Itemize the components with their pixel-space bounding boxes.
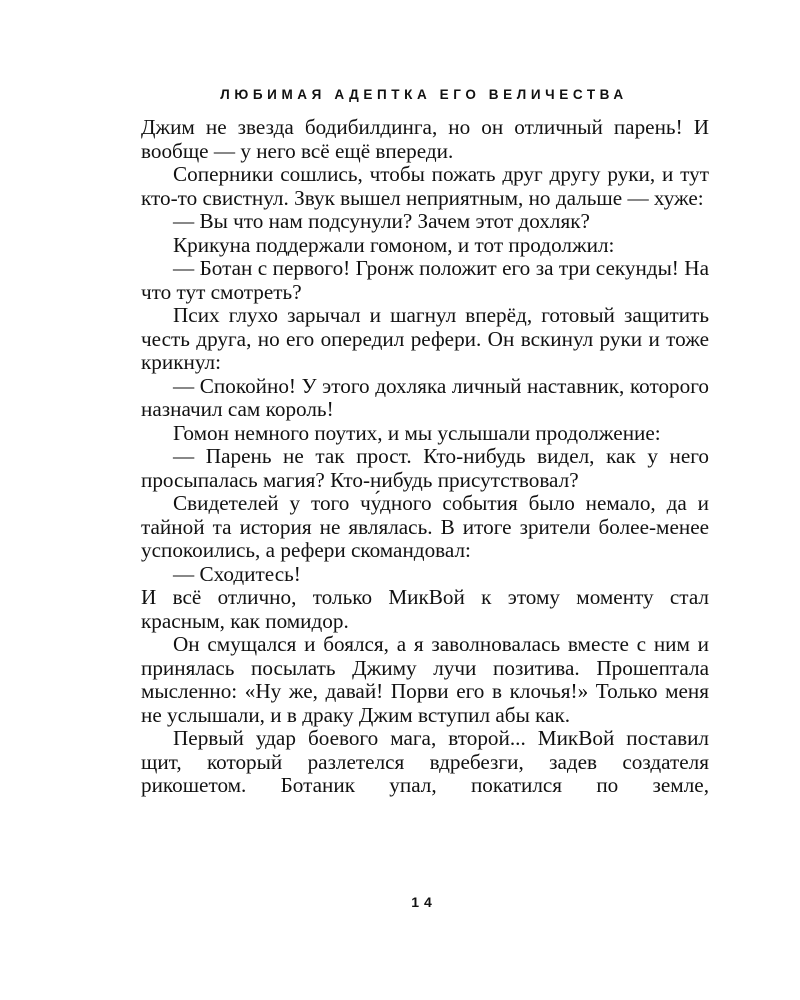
paragraph: Он смущался и боялся, а я заволновалась вместе с ним и принялась посылать Джиму лучи позитива. Прошептала мысленно: «Ну же, давай! Порви его в клочья!» Только меня не услышали, и в драку Джим вступил абы как. — [141, 632, 709, 727]
paragraph: И всё отлично, только МикВой к этому моменту стал красным, как помидор. — [141, 585, 709, 633]
paragraph: Первый удар боевого мага, второй... МикВой поставил щит, который разлетелся вдребезги, задев создателя рикошетом. Ботаник упал, покатился по земле, — [141, 726, 709, 797]
paragraph: Джим не звезда бодибилдинга, но он отличный парень! И вообще — у него всё ещё впереди. — [141, 115, 709, 163]
paragraph: Гомон немного поутих, и мы услышали продолжение: — [173, 420, 661, 445]
page-number: 14 — [411, 894, 437, 910]
paragraph: Псих глухо зарычал и шагнул вперёд, готовый защитить честь друга, но его опередил рефери. Он вскинул руки и тоже крикнул: — [141, 303, 709, 374]
paragraph: — Спокойно! У этого дохляка личный наставник, которого назначил сам король! — [141, 373, 709, 421]
paragraph: — Ботан с первого! Гронж положит его за три секунды! На что тут смотреть? — [141, 256, 709, 304]
paragraph: — Вы что нам подсунули? Зачем этот дохляк? — [173, 209, 590, 233]
body-text — [141, 116, 709, 798]
paragraph: — Сходитесь! — [173, 561, 301, 586]
paragraph: — Парень не так прост. Кто-нибудь видел, как у него просыпалась магия? Кто-нибудь присутствовал? — [141, 444, 709, 492]
paragraph: Свидетелей у того чу́дного события было немало, да и тайной та история не являлась. В итоге зрители более-менее успокоились, а рефери скомандовал: — [141, 491, 709, 562]
paragraph: Соперники сошлись, чтобы пожать друг другу руки, и тут кто-то свистнул. Звук вышел неприятным, но дальше — хуже: — [141, 162, 709, 210]
running-head: ЛЮБИМАЯ АДЕПТКА ЕГО ВЕЛИЧЕСТВА — [220, 87, 628, 102]
paragraph: Крикуна поддержали гомоном, и тот продолжил: — [173, 232, 615, 257]
